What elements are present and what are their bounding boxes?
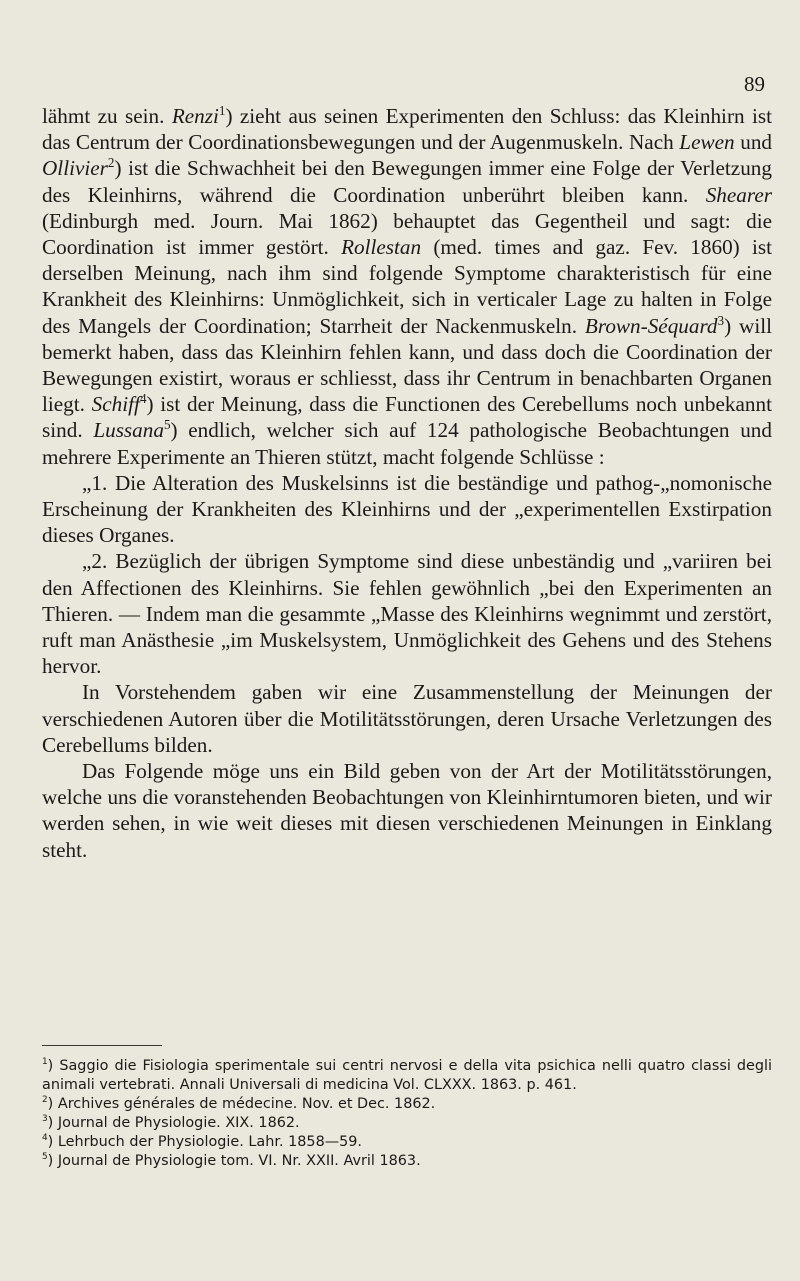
page-number: 89 (744, 72, 765, 96)
text-segment: ) ist die Schwachheit bei den Bewegungen immer eine Folge der Verletzung des Kleinhirns, während die Coordination unberührt bleiben kann. (42, 156, 772, 207)
author-name: Rollestan (341, 235, 422, 260)
footnote-number: 3 (42, 1114, 48, 1125)
footnote-ref: 5 (163, 417, 171, 433)
footnote-text: ) Journal de Physiologie. XIX. 1862. (47, 1115, 300, 1131)
paragraph (42, 679, 772, 758)
footnote (42, 1114, 772, 1133)
footnote-text: ) Archives générales de médecine. Nov. et Dec. 1862. (47, 1096, 436, 1112)
footnote-number: 4 (42, 1133, 48, 1144)
footnote-text: ) Saggio die Fisiologia sperimentale sui centri nervosi e della vita psichica nelli quatro classi degli animali vertebrati. Annali Universali di medicina Vol. CLXXX. 1863. p. 461. (42, 1058, 772, 1093)
text-segment: (med. times and gaz. Fev. 1860) ist derselben Meinung, nach ihm sind folgende Symptome charakteristisch für eine Krankheit des Kleinhirns: Unmöglichkeit, sich in verticaler Lage zu halten in Folge des Mangels der Coordination; Starrheit der Nackenmuskeln. (42, 235, 772, 338)
footnote-text: ) Lehrbuch der Physiologie. Lahr. 1858—59. (47, 1134, 363, 1150)
body-text (42, 103, 772, 863)
author-name: Schiff (91, 392, 140, 417)
text-segment: ) ist der Meinung, dass die Functionen des Cerebellums noch unbekannt sind. (42, 392, 772, 443)
author-name: Ollivier (42, 156, 108, 181)
text-segment: ) will bemerkt haben, dass das Kleinhirn fehlen kann, und dass doch die Coordination der Bewegungen existirt, woraus er schliesst, dass ihr Centrum in benachbarten Organen liegt. (42, 313, 772, 417)
paragraph (42, 548, 772, 679)
text-segment: lähmt zu sein. (42, 104, 172, 128)
text-segment: „1. Die Alteration des Muskelsinns ist die beständige und pathog-„nomonische Erscheinung der Krankheiten des Kleinhirns und der „experimentellen Exstirpation dieses Organes. (42, 470, 772, 548)
text-segment: „2. Bezüglich der übrigen Symptome sind diese unbeständig und „variiren bei den Affectionen des Kleinhirns. Sie fehlen gewöhnlich „bei den Experimenten an Thieren. — Indem man die gesammte „Masse des Kleinhirns wegnimmt und zerstört, ruft man Anästhesie „im Muskelsystem, Unmöglichkeit des Gehens und des Stehens hervor. (42, 549, 772, 679)
footnote-number: 5 (42, 1152, 48, 1163)
paragraph (42, 103, 772, 470)
footnote-number: 2 (42, 1095, 48, 1106)
footnote (42, 1152, 772, 1171)
footnotes (42, 1057, 772, 1171)
author-name: Shearer (705, 182, 772, 207)
text-segment: und (734, 130, 773, 155)
footnote (42, 1095, 772, 1114)
paragraph (42, 758, 772, 863)
author-name: Lewen (679, 130, 735, 155)
footnote (42, 1133, 772, 1152)
text-segment: (Edinburgh med. Journ. Mai 1862) behauptet das Gegentheil und sagt: die Coordination ist immer gestört. (42, 208, 772, 260)
footnote-number: 1 (42, 1057, 48, 1068)
footnote-text: ) Journal de Physiologie tom. VI. Nr. XXII. Avril 1863. (47, 1153, 421, 1169)
text-segment: In Vorstehendem gaben wir eine Zusammenstellung der Meinungen der verschiedenen Autoren über die Motilitätsstörungen, deren Ursache Verletzungen des Cerebellums bilden. (42, 680, 772, 757)
text-segment: Das Folgende möge uns ein Bild geben von der Art der Motilitätsstörungen, welche uns die voranstehenden Beobachtungen von Kleinhirntumoren bieten, und wir werden sehen, in wie weit dieses mit diesen verschiedenen Meinungen in Einklang steht. (42, 759, 772, 862)
footnote-ref: 2 (107, 155, 115, 171)
author-name: Lussana (93, 418, 164, 443)
text-segment: ) endlich, welcher sich auf 124 pathologische Beobachtungen und mehrere Experimente an Thieren stützt, macht folgende Schlüsse : (42, 418, 772, 469)
footnote (42, 1057, 772, 1095)
footnote-ref: 3 (717, 312, 725, 328)
author-name: Renzi (171, 104, 219, 128)
author-name: Brown-Séquard (584, 313, 718, 338)
footnote-separator (42, 1045, 162, 1046)
footnote-ref: 1 (218, 102, 226, 118)
text-segment: ) zieht aus seinen Experimenten den Schluss: das Kleinhirn ist das Centrum der Coordinationsbewegungen und der Augenmuskeln. Nach (42, 104, 772, 155)
paragraph (42, 470, 772, 549)
footnote-ref: 4 (139, 391, 147, 407)
